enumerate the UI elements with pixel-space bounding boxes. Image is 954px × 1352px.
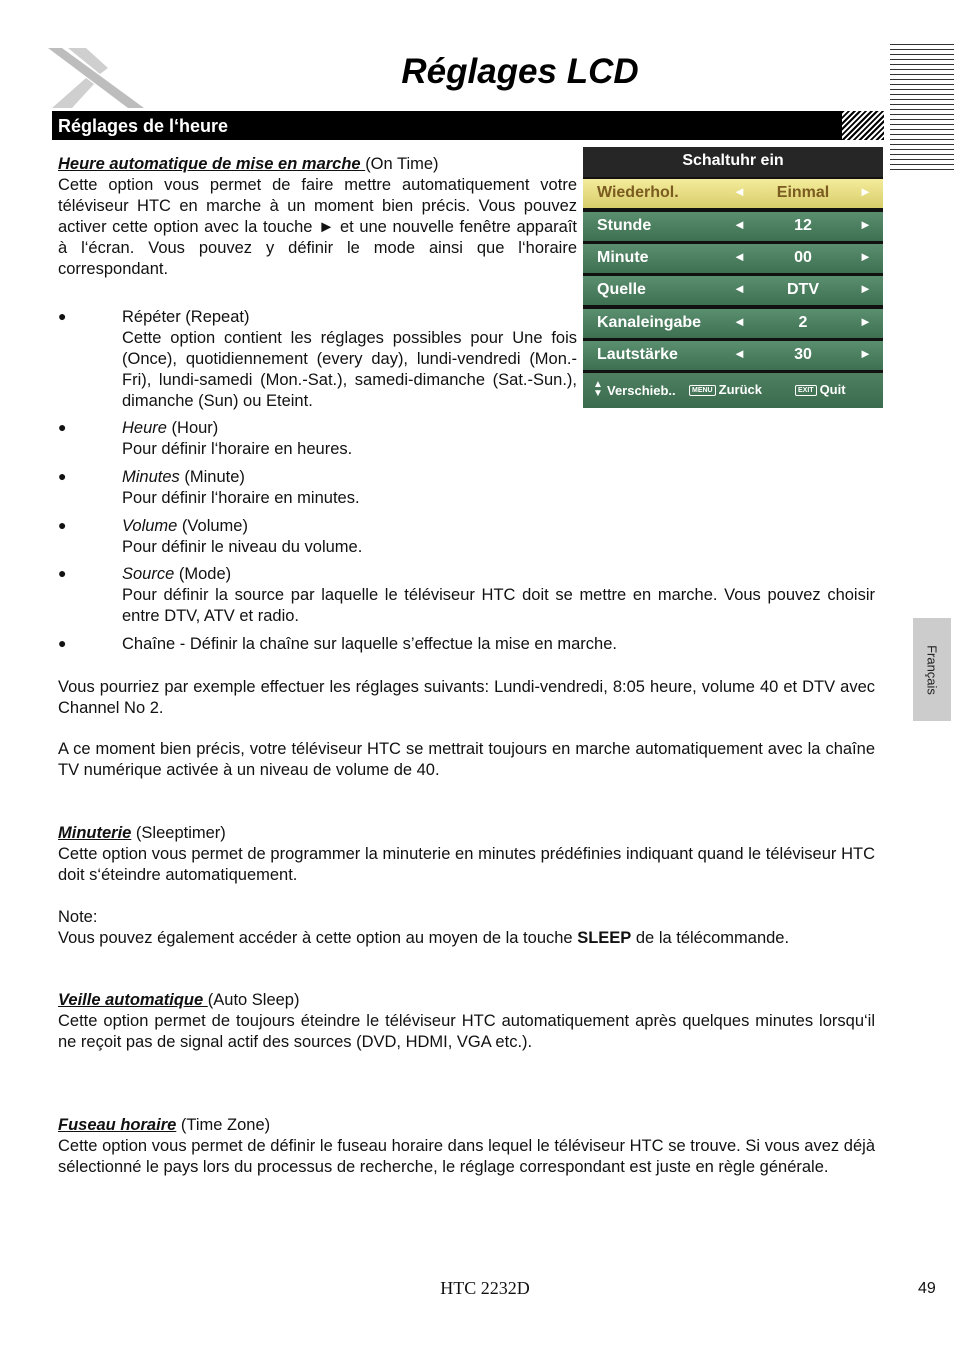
- list-item: [122, 516, 877, 558]
- footer-model: HTC 2232D: [440, 1278, 530, 1298]
- sleeptimer-text: Cette option vous permet de programmer la minuterie en minutes prédéfinies indiquant quand le téléviseur HTC doit s‘éteindre automatiquement.: [58, 845, 875, 884]
- bullet-desc: Pour définir l‘horaire en heures.: [122, 440, 353, 458]
- osd-row-value: 12: [794, 217, 812, 234]
- bullet-term-italic: Source: [122, 565, 175, 583]
- osd-row-volume: [583, 339, 883, 370]
- ontime-heading-suffix: (On Time): [365, 155, 439, 173]
- bullet-term: (Minute): [179, 468, 245, 486]
- osd-row-label: Wiederhol.: [597, 184, 679, 201]
- osd-row-channel: [583, 307, 883, 338]
- osd-timer-menu: [583, 147, 883, 408]
- osd-footer-quit: Quit: [819, 382, 846, 397]
- up-down-arrow-icon: ▲ ▼: [593, 379, 603, 399]
- bullet-dot-icon: ●: [58, 635, 67, 651]
- osd-row-hour: [583, 210, 883, 241]
- osd-row-source: [583, 274, 883, 305]
- timezone-section: [58, 1115, 875, 1178]
- ontime-section: [58, 154, 577, 280]
- bullet-desc: Pour définir le niveau du volume.: [122, 538, 363, 556]
- timezone-heading: Fuseau horaire: [58, 1116, 177, 1134]
- note-label: Note:: [58, 908, 98, 926]
- right-arrow-icon: ►: [859, 281, 872, 296]
- bullet-term: (Volume): [177, 517, 248, 535]
- osd-footer-move: Verschieb..: [607, 383, 676, 398]
- bullet-desc: Pour définir la source par laquelle le téléviseur HTC doit se mettre en marche. Vous pouvez choisir entre DTV, ATV et radio.: [122, 586, 875, 625]
- left-arrow-icon: ◄: [733, 184, 746, 199]
- brand-logo-x: [48, 44, 148, 110]
- exit-key-icon: EXIT: [795, 385, 817, 396]
- bullet-dot-icon: ●: [58, 517, 67, 533]
- bullet-term-italic: Volume: [122, 517, 178, 535]
- menu-key-icon: MENU: [689, 385, 716, 396]
- left-arrow-icon: ◄: [733, 217, 746, 232]
- list-item: [122, 467, 877, 509]
- bullet-term-italic: Minutes: [122, 468, 180, 486]
- language-tab: [913, 618, 951, 721]
- timezone-text: Cette option vous permet de définir le fuseau horaire dans lequel le téléviseur HTC se trouve. Si vous avez déjà sélectionné le pays lors du processus de recherche, le réglage correspondant est juste en règle générale.: [58, 1137, 875, 1176]
- osd-title: Schaltuhr ein: [583, 147, 883, 177]
- timezone-heading-suffix: (Time Zone): [176, 1116, 271, 1134]
- ontime-heading: Heure automatique de mise en marche: [58, 155, 366, 173]
- osd-row-value: Einmal: [776, 184, 830, 201]
- note-text-end: de la télécommande.: [631, 929, 790, 947]
- autosleep-section: [58, 990, 875, 1053]
- bullet-dot-icon: ●: [58, 565, 67, 581]
- osd-row-label: Minute: [597, 249, 649, 266]
- left-arrow-icon: ◄: [733, 281, 746, 296]
- example-paragraph-2: A ce moment bien précis, votre téléviseur HTC se mettrait toujours en marche automatiquement avec la chaîne TV numérique activée à un niveau de volume de 40.: [58, 740, 875, 779]
- osd-row-label: Lautstärke: [597, 346, 678, 363]
- ontime-intro: Cette option vous permet de faire mettre automatiquement votre téléviseur HTC en marche à un moment bien précis. Vous pouvez activer cette option avec la touche ► et une nouvelle fenêtre apparaît à l‘écran. Vous pouvez y définir le mode ainsi que l‘horaire correspondant.: [58, 176, 577, 278]
- autosleep-heading: Veille automatique: [58, 991, 208, 1009]
- left-arrow-icon: ◄: [733, 346, 746, 361]
- list-item: [122, 634, 877, 655]
- osd-row-label: Stunde: [597, 217, 652, 234]
- osd-row-repeat: [583, 177, 883, 208]
- section-title: Réglages de l‘heure: [52, 111, 858, 140]
- note-text: Vous pouvez également accéder à cette option au moyen de la touche: [58, 929, 578, 947]
- sleeptimer-heading: Minuterie: [58, 824, 132, 842]
- sleeptimer-section: [58, 823, 875, 949]
- right-arrow-icon: ►: [859, 184, 872, 199]
- note-key: SLEEP: [577, 929, 632, 947]
- left-arrow-icon: ◄: [733, 249, 746, 264]
- page-title: Réglages LCD: [401, 52, 639, 91]
- autosleep-text: Cette option permet de toujours éteindre le téléviseur HTC automatiquement après quelques minutes lorsqu‘il ne reçoit pas de signal actif des sources (DVD, HDMI, VGA etc.).: [58, 1012, 875, 1051]
- osd-row-label: Kanaleingabe: [597, 314, 702, 331]
- right-arrow-icon: ►: [859, 346, 872, 361]
- osd-footer: [583, 373, 883, 408]
- list-item: [122, 418, 877, 460]
- bullet-term: Chaîne - Définir la chaîne sur laquelle s’effectue la mise en marche.: [122, 635, 617, 653]
- autosleep-heading-suffix: (Auto Sleep): [207, 991, 300, 1009]
- bullet-term-italic: Heure: [122, 419, 167, 437]
- section-bar-pattern: [842, 111, 884, 140]
- bullet-desc: Pour définir l‘horaire en minutes.: [122, 489, 360, 507]
- right-arrow-icon: ►: [859, 314, 872, 329]
- language-tab-label: Français: [924, 644, 940, 695]
- list-item: [122, 307, 577, 412]
- bullet-term: Répéter (Repeat): [122, 308, 250, 326]
- osd-row-value: DTV: [787, 281, 819, 298]
- sleeptimer-heading-suffix: (Sleeptimer): [131, 824, 226, 842]
- osd-row-value: 30: [794, 346, 812, 363]
- page-number: 49: [918, 1280, 936, 1297]
- osd-row-label: Quelle: [597, 281, 646, 298]
- example-paragraph: Vous pourriez par exemple effectuer les réglages suivants: Lundi-vendredi, 8:05 heure, volume 40 et DTV avec Channel No 2.: [58, 678, 875, 717]
- list-item: [122, 564, 875, 627]
- osd-row-value: 00: [794, 249, 812, 266]
- bullet-term: (Hour): [166, 419, 219, 437]
- osd-row-value: 2: [798, 314, 808, 331]
- left-arrow-icon: ◄: [733, 314, 746, 329]
- bullet-dot-icon: ●: [58, 468, 67, 484]
- osd-footer-back: Zurück: [718, 382, 762, 397]
- right-arrow-icon: ►: [859, 249, 872, 264]
- bullet-dot-icon: ●: [58, 419, 67, 435]
- bullet-dot-icon: ●: [58, 308, 67, 324]
- osd-row-minute: [583, 242, 883, 273]
- decorative-stripes: [890, 44, 954, 172]
- bullet-desc: Cette option contient les réglages possibles pour Une fois (Once), quotidiennement (every day), lundi-vendredi (Mon.-Fri), lundi-samedi (Mon.-Sat.), samedi-dimanche (Sat.-Sun.), dimanche (Sun) ou Eteint.: [122, 329, 577, 410]
- bullet-term: (Mode): [174, 565, 232, 583]
- right-arrow-icon: ►: [859, 217, 872, 232]
